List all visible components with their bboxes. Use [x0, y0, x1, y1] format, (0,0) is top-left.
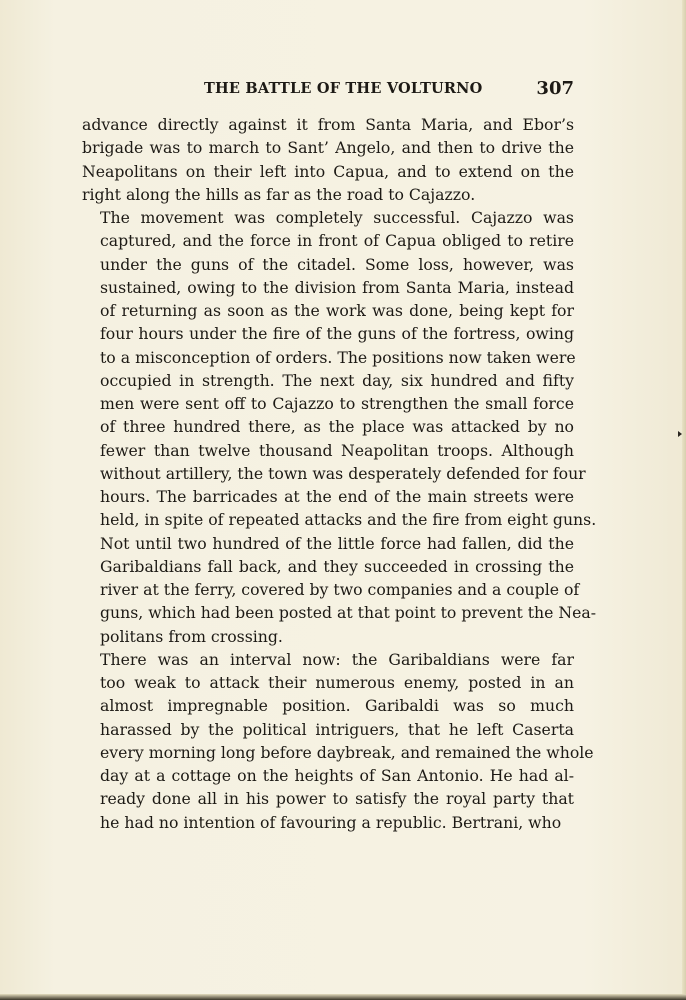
text-line: advance directly against it from Santa Maria, and Ebor’s: [82, 115, 574, 134]
text-line: of three hundred there, as the place was attacked by no: [100, 417, 574, 437]
running-head: [82, 78, 574, 100]
text-line: of returning as soon as the work was done, being kept for: [100, 301, 574, 320]
text-line: held, in spite of repeated attacks and the fire from eight guns.: [100, 510, 597, 530]
page-edge-bottom: [0, 994, 686, 1000]
margin-marker: [678, 431, 682, 437]
text-line: day at a cottage on the heights of San Antonio. He had al-: [100, 766, 574, 785]
text-line: he had no intention of favouring a republic. Bertrani, who: [100, 812, 562, 832]
text-line: river at the ferry, covered by two companies and a couple of: [100, 580, 580, 599]
page-edge-right: [682, 0, 686, 1000]
text-line: under the guns of the citadel. Some loss, however, was: [100, 254, 574, 274]
text-line: Not until two hundred of the little force had fallen, did the: [100, 533, 574, 553]
text-line: ready done all in his power to satisfy the royal party that: [100, 789, 574, 809]
text-line: fewer than twelve thousand Neapolitan troops. Although: [100, 440, 574, 460]
paragraph: [82, 206, 597, 648]
body-text: [82, 113, 597, 834]
text-line: Garibaldians fall back, and they succeeded in crossing the: [100, 556, 574, 576]
text-line: harassed by the political intriguers, that he left Caserta: [100, 719, 574, 739]
text-line: Neapolitans on their left into Capua, and to extend on the: [82, 161, 574, 181]
text-line: There was an interval now: the Garibaldians were far: [100, 649, 574, 669]
text-line: guns, which had been posted at that point to prevent the Nea-: [100, 603, 597, 623]
text-line: too weak to attack their numerous enemy, posted in an: [100, 673, 574, 692]
text-line: men were sent off to Cajazzo to strengthen the small force: [100, 394, 574, 413]
text-line: every morning long before daybreak, and remained the whole: [100, 742, 594, 762]
text-line: sustained, owing to the division from Santa Maria, instead: [100, 277, 574, 297]
text-line: politans from crossing.: [100, 626, 283, 646]
text-line: right along the hills as far as the road to Cajazzo.: [82, 184, 476, 204]
text-line: occupied in strength. The next day, six hundred and fifty: [100, 370, 574, 390]
page-number: 307: [536, 78, 574, 99]
text-line: captured, and the force in front of Capua obliged to retire: [100, 231, 574, 251]
running-title: THE BATTLE OF THE VOLTURNO: [204, 80, 483, 97]
text-line: to a misconception of orders. The positions now taken were: [100, 347, 576, 367]
paragraph: [82, 113, 574, 206]
paragraph: [82, 648, 594, 834]
text-line: brigade was to march to Sant’ Angelo, and then to drive the: [82, 138, 574, 158]
text-line: The movement was completely successful. Cajazzo was: [100, 208, 574, 227]
text-line: hours. The barricades at the end of the main streets were: [100, 487, 574, 506]
text-line: almost impregnable position. Garibaldi was so much: [100, 696, 574, 716]
text-line: four hours under the fire of the guns of the fortress, owing: [100, 324, 574, 344]
text-line: without artillery, the town was desperately defended for four: [100, 463, 586, 483]
